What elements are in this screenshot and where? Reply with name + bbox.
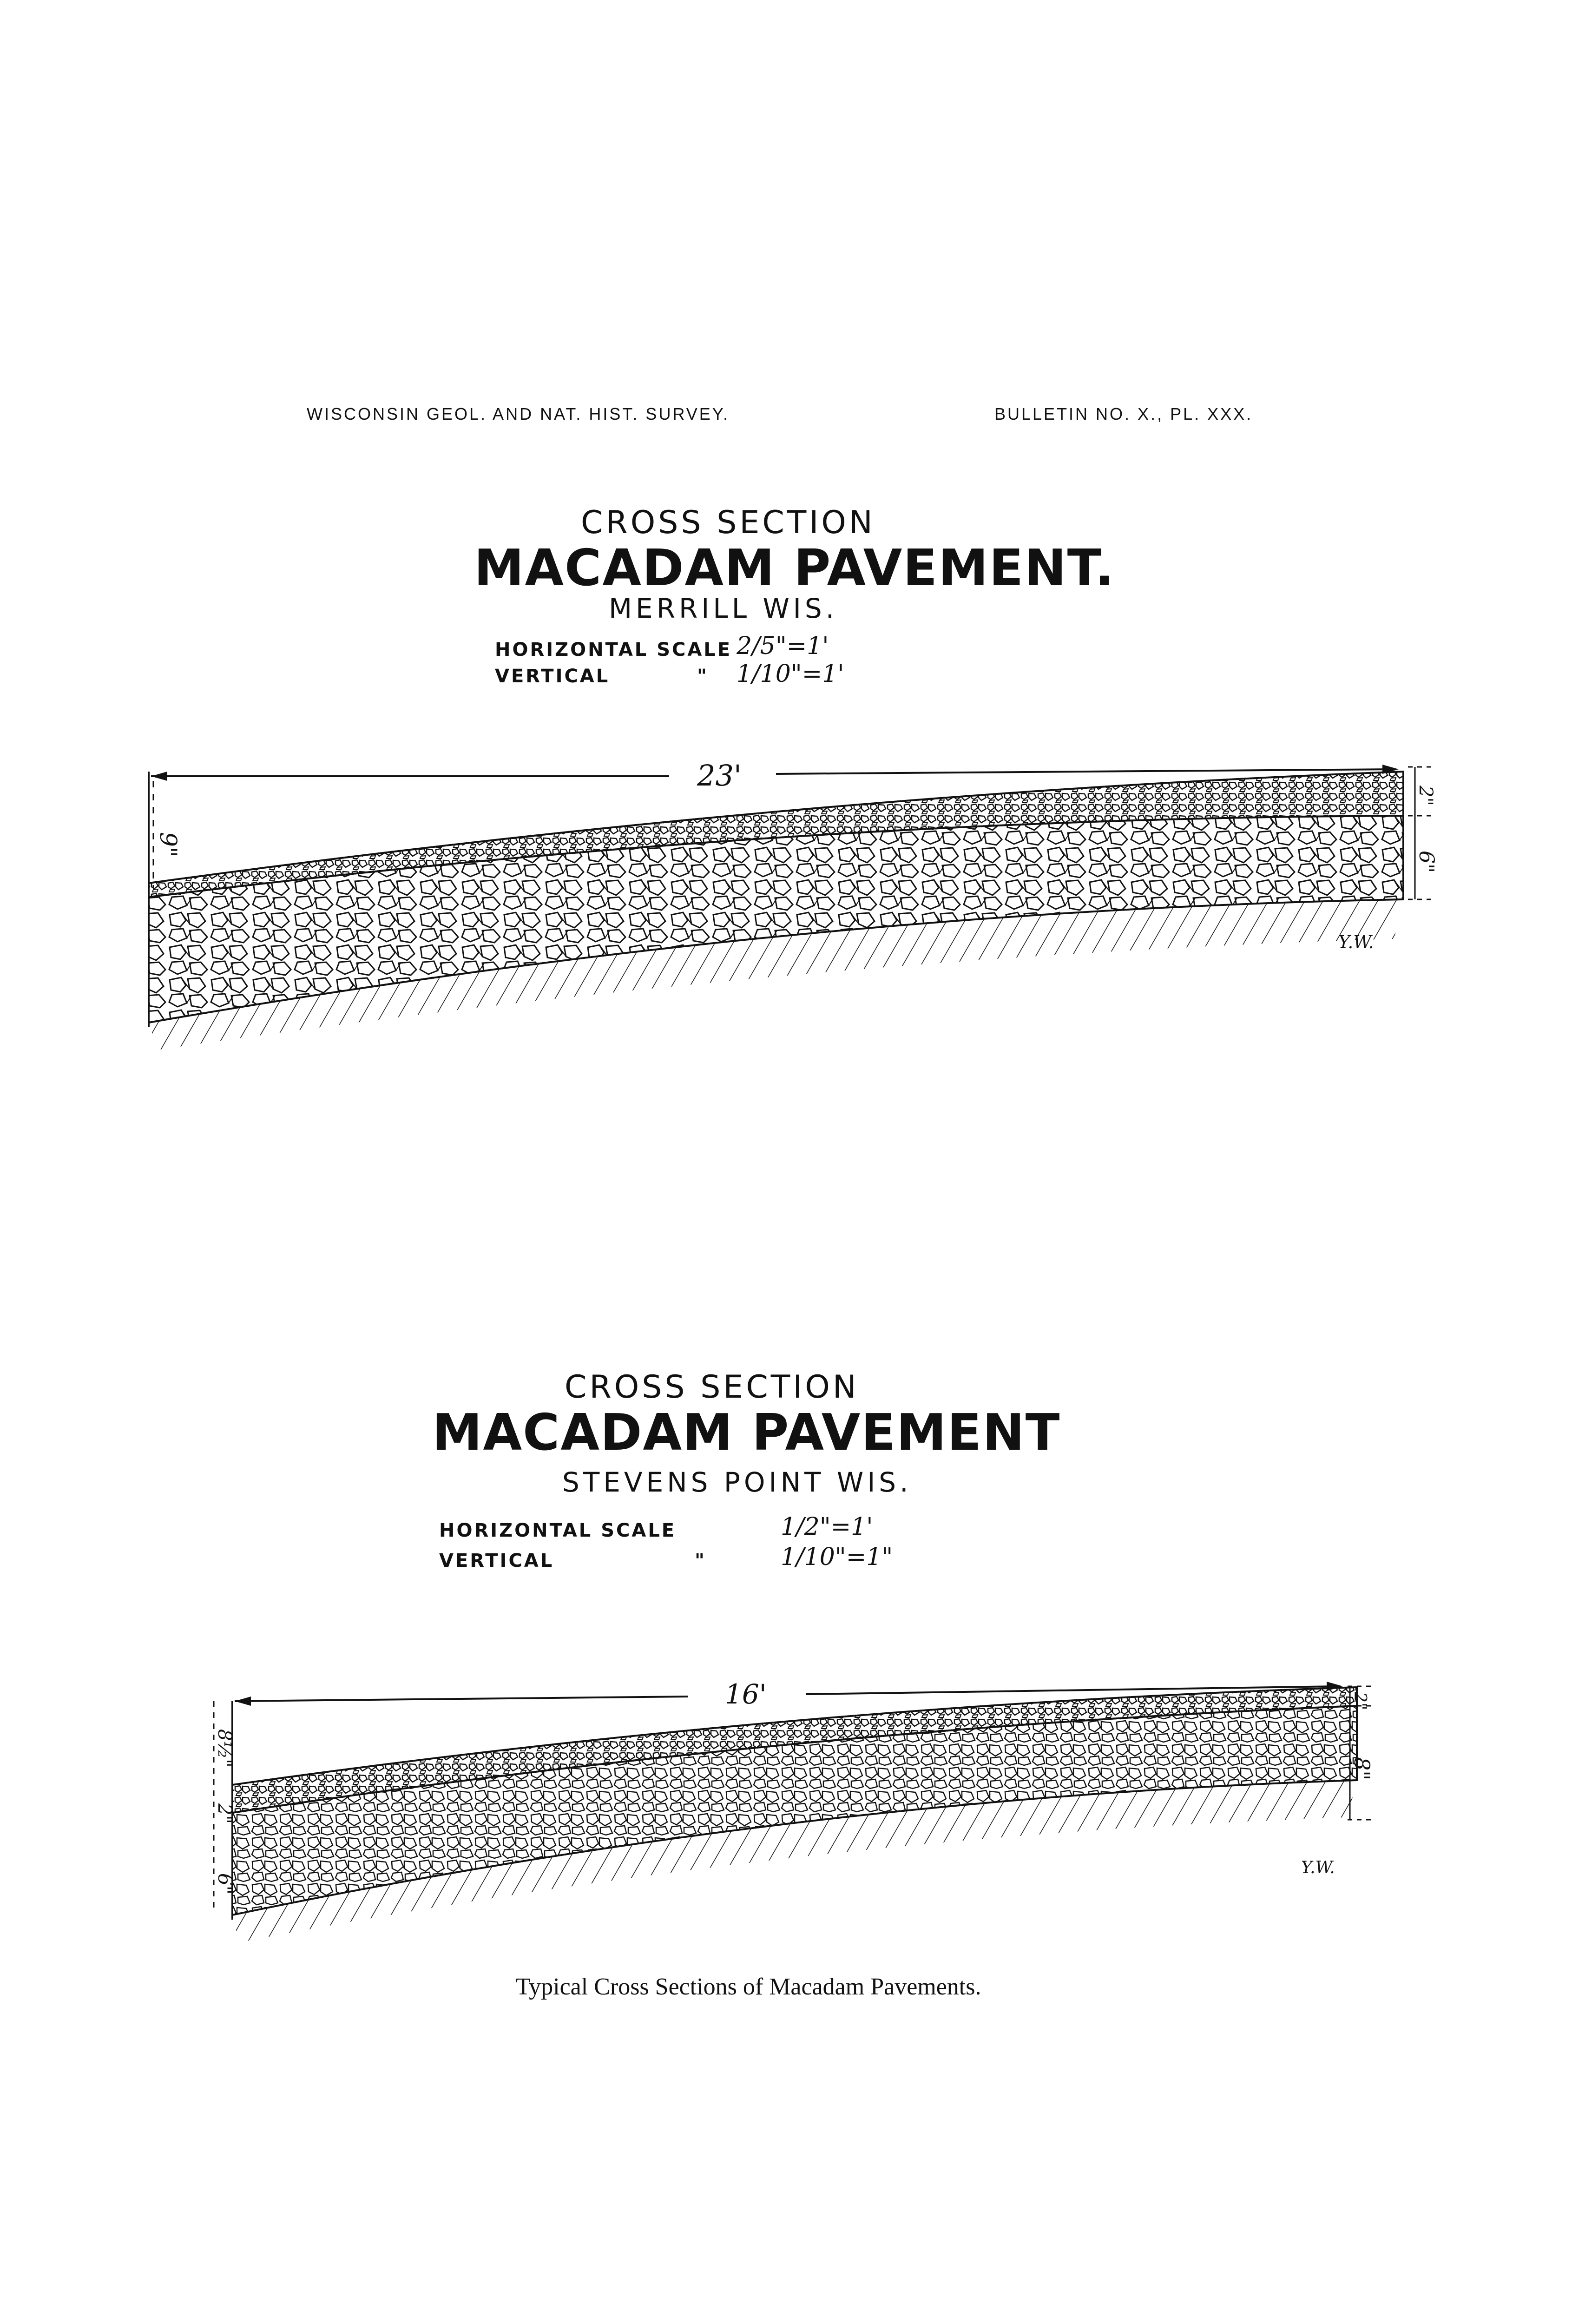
section1-vertical-label: VERTICAL [495, 666, 610, 687]
section2-left-dim-total: 8½" [214, 1729, 235, 1768]
section1-horizontal-label: HORIZONTAL SCALE [495, 639, 732, 660]
section2-vertical-label: VERTICAL [439, 1550, 554, 1571]
section2-title: MACADAM PAVEMENT [432, 1404, 1061, 1462]
section2-right-dim-bottom: 8" [1349, 1757, 1375, 1781]
section1-left-dim-label: 9" [155, 832, 182, 858]
bulletin-header: BULLETIN NO. X., PL. XXX. [994, 404, 1253, 423]
section2-horizontal-label: HORIZONTAL SCALE [439, 1520, 677, 1541]
section2-location: STEVENS POINT WIS. [562, 1466, 912, 1498]
section1-right-dim-bottom: 6" [1414, 851, 1438, 873]
section1-signature: Y.W. [1338, 932, 1374, 952]
section1-horizontal-value: 2/5"=1' [737, 632, 829, 660]
section2-left-dim-bottom: 6" [214, 1873, 237, 1895]
section2-heading: CROSS SECTION [565, 1369, 859, 1406]
section2-signature: Y.W. [1301, 1858, 1335, 1877]
section2-width-dimension-line [235, 1697, 688, 1701]
section2-width-label: 16' [725, 1678, 767, 1710]
section1-right-dim-top: 2" [1415, 786, 1436, 806]
section1-vertical-value: 1/10"=1' [737, 660, 844, 688]
section1-width-label: 23' [697, 759, 742, 792]
section1-heading: CROSS SECTION [581, 504, 875, 541]
survey-header: WISCONSIN GEOL. AND NAT. HIST. SURVEY. [307, 404, 730, 423]
section1-title: MACADAM PAVEMENT. [474, 539, 1115, 597]
figure-caption: Typical Cross Sections of Macadam Pavements. [516, 1974, 981, 2000]
section2-horizontal-value: 1/2"=1' [781, 1513, 873, 1541]
section2-ditto-mark: " [695, 1550, 706, 1571]
section2-vertical-value: 1/10"=1" [781, 1543, 893, 1571]
section1-ditto-mark: " [697, 666, 709, 687]
section2-left-dim-top: 2" [214, 1803, 235, 1824]
section1-location: MERRILL WIS. [609, 593, 838, 624]
section2-right-dim-top: 2" [1350, 1692, 1369, 1710]
